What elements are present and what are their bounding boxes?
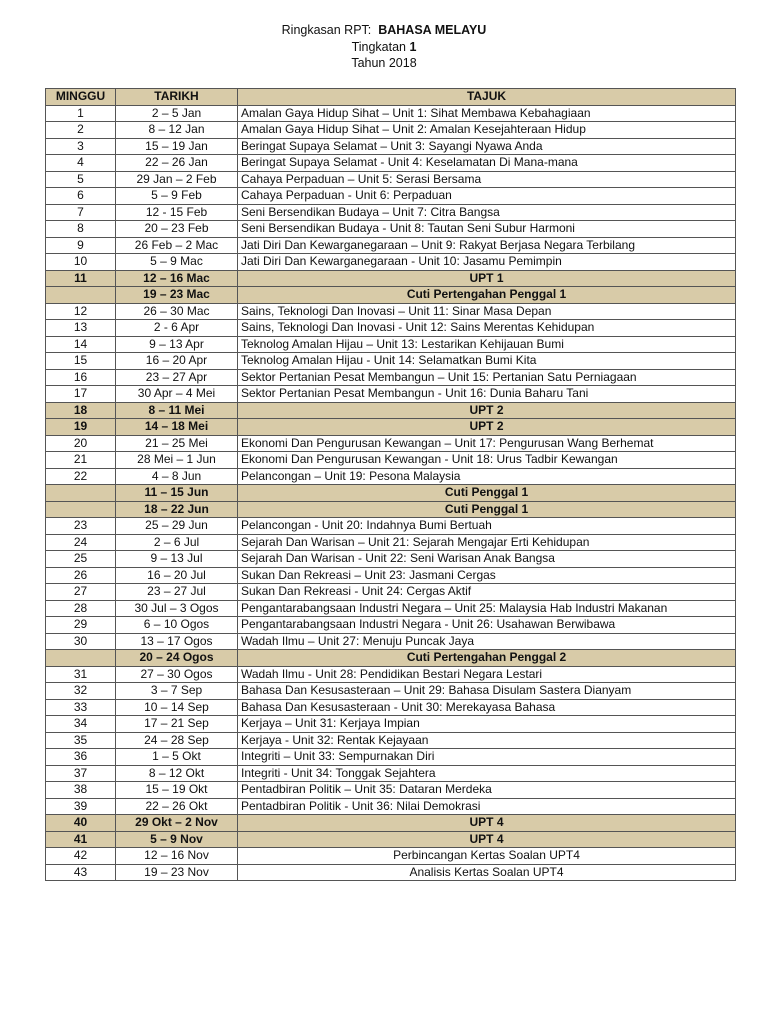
table-row [46,666,736,683]
header-line-3: Tahun 2018 [351,56,417,70]
cell-minggu: 10 [46,254,116,271]
cell-tajuk: Bahasa Dan Kesusasteraan - Unit 30: Merekayasa Bahasa [238,699,736,716]
header-level: 1 [409,39,417,54]
cell-minggu [46,485,116,502]
cell-minggu [46,287,116,304]
column-header-minggu: MINGGU [46,89,116,106]
cell-minggu: 38 [46,782,116,799]
cell-tajuk: Wadah Ilmu - Unit 28: Pendidikan Bestari Negara Lestari [238,666,736,683]
table-row [46,782,736,799]
cell-tarikh: 12 – 16 Nov [116,848,238,865]
table-row [46,551,736,568]
cell-tajuk: Pelancongan – Unit 19: Pesona Malaysia [238,468,736,485]
cell-tarikh: 12 – 16 Mac [116,270,238,287]
column-header-tarikh: TARIKH [116,89,238,106]
cell-minggu: 8 [46,221,116,238]
cell-minggu: 1 [46,105,116,122]
cell-tarikh: 29 Okt – 2 Nov [116,815,238,832]
table-row [46,650,736,667]
cell-tajuk: Teknolog Amalan Hijau – Unit 13: Lestarikan Kehijauan Bumi [238,336,736,353]
cell-tarikh: 2 – 5 Jan [116,105,238,122]
cell-minggu: 27 [46,584,116,601]
cell-tajuk: UPT 4 [238,831,736,848]
cell-tarikh: 29 Jan – 2 Feb [116,171,238,188]
cell-tarikh: 17 – 21 Sep [116,716,238,733]
header-level-prefix: Tingkatan [351,39,406,54]
cell-tarikh: 2 - 6 Apr [116,320,238,337]
cell-minggu: 34 [46,716,116,733]
cell-tajuk: Seni Bersendikan Budaya - Unit 8: Tautan Seni Subur Harmoni [238,221,736,238]
cell-minggu: 23 [46,518,116,535]
cell-minggu: 7 [46,204,116,221]
cell-tarikh: 18 – 22 Jun [116,501,238,518]
table-row [46,683,736,700]
cell-tarikh: 23 – 27 Jul [116,584,238,601]
cell-tajuk: Cuti Pertengahan Penggal 2 [238,650,736,667]
cell-minggu: 36 [46,749,116,766]
table-row [46,617,736,634]
cell-tarikh: 6 – 10 Ogos [116,617,238,634]
table-row [46,848,736,865]
table-row [46,468,736,485]
cell-tajuk: Jati Diri Dan Kewarganegaraan - Unit 10: Jasamu Pemimpin [238,254,736,271]
cell-minggu: 14 [46,336,116,353]
cell-tarikh: 8 – 11 Mei [116,402,238,419]
table-row [46,567,736,584]
cell-tajuk: Pelancongan - Unit 20: Indahnya Bumi Bertuah [238,518,736,535]
cell-minggu: 40 [46,815,116,832]
cell-tajuk: Cuti Penggal 1 [238,501,736,518]
table-row [46,501,736,518]
table-row [46,254,736,271]
cell-minggu: 35 [46,732,116,749]
cell-tajuk: Sejarah Dan Warisan - Unit 22: Seni Warisan Anak Bangsa [238,551,736,568]
cell-tajuk: Kerjaya - Unit 32: Rentak Kejayaan [238,732,736,749]
cell-minggu: 24 [46,534,116,551]
cell-tarikh: 21 – 25 Mei [116,435,238,452]
table-row [46,122,736,139]
table-row [46,798,736,815]
header-prefix: Ringkasan RPT: [281,23,372,37]
table-row [46,155,736,172]
table-row [46,815,736,832]
cell-minggu: 6 [46,188,116,205]
cell-tarikh: 14 – 18 Mei [116,419,238,436]
cell-tarikh: 30 Jul – 3 Ogos [116,600,238,617]
table-row [46,633,736,650]
cell-tajuk: Ekonomi Dan Pengurusan Kewangan - Unit 18: Urus Tadbir Kewangan [238,452,736,469]
cell-tajuk: Bahasa Dan Kesusasteraan – Unit 29: Bahasa Disulam Sastera Dianyam [238,683,736,700]
cell-tajuk: Cahaya Perpaduan - Unit 6: Perpaduan [238,188,736,205]
cell-minggu: 43 [46,864,116,881]
cell-minggu [46,650,116,667]
cell-minggu: 15 [46,353,116,370]
cell-minggu: 13 [46,320,116,337]
cell-minggu: 11 [46,270,116,287]
table-row [46,138,736,155]
column-header-tajuk: TAJUK [238,89,736,106]
header-line-2 [0,39,768,56]
cell-minggu [46,501,116,518]
cell-tajuk: Pentadbiran Politik - Unit 36: Nilai Demokrasi [238,798,736,815]
cell-minggu: 12 [46,303,116,320]
cell-minggu: 29 [46,617,116,634]
cell-tarikh: 16 – 20 Apr [116,353,238,370]
table-row [46,188,736,205]
cell-tarikh: 9 – 13 Apr [116,336,238,353]
cell-minggu: 22 [46,468,116,485]
cell-tarikh: 10 – 14 Sep [116,699,238,716]
cell-tarikh: 8 – 12 Okt [116,765,238,782]
cell-minggu: 20 [46,435,116,452]
cell-tajuk: Seni Bersendikan Budaya – Unit 7: Citra Bangsa [238,204,736,221]
cell-tarikh: 19 – 23 Mac [116,287,238,304]
table-row [46,237,736,254]
cell-tarikh: 2 – 6 Jul [116,534,238,551]
table-row [46,353,736,370]
cell-minggu: 25 [46,551,116,568]
cell-minggu: 5 [46,171,116,188]
table-row [46,204,736,221]
cell-tajuk: Beringat Supaya Selamat - Unit 4: Keselamatan Di Mana-mana [238,155,736,172]
cell-tajuk: Pengantarabangsaan Industri Negara - Unit 26: Usahawan Berwibawa [238,617,736,634]
cell-tajuk: Jati Diri Dan Kewarganegaraan – Unit 9: Rakyat Berjasa Negara Terbilang [238,237,736,254]
cell-tarikh: 1 – 5 Okt [116,749,238,766]
cell-tarikh: 5 – 9 Nov [116,831,238,848]
cell-tarikh: 4 – 8 Jun [116,468,238,485]
table-row [46,435,736,452]
cell-tajuk: UPT 1 [238,270,736,287]
cell-tajuk: Teknolog Amalan Hijau - Unit 14: Selamatkan Bumi Kita [238,353,736,370]
cell-tajuk: Kerjaya – Unit 31: Kerjaya Impian [238,716,736,733]
table-row [46,386,736,403]
cell-tajuk: Cahaya Perpaduan – Unit 5: Serasi Bersama [238,171,736,188]
cell-minggu: 26 [46,567,116,584]
cell-tarikh: 27 – 30 Ogos [116,666,238,683]
cell-tarikh: 16 – 20 Jul [116,567,238,584]
table-row [46,716,736,733]
cell-minggu: 33 [46,699,116,716]
cell-tajuk: UPT 4 [238,815,736,832]
cell-minggu: 39 [46,798,116,815]
schedule-table [45,88,736,881]
cell-minggu: 18 [46,402,116,419]
cell-tajuk: Sejarah Dan Warisan – Unit 21: Sejarah Mengajar Erti Kehidupan [238,534,736,551]
cell-tajuk: Integriti – Unit 33: Sempurnakan Diri [238,749,736,766]
cell-tarikh: 8 – 12 Jan [116,122,238,139]
table-row [46,765,736,782]
header-line-1 [0,22,768,39]
cell-tarikh: 20 – 24 Ogos [116,650,238,667]
cell-tajuk: Amalan Gaya Hidup Sihat – Unit 2: Amalan Kesejahteraan Hidup [238,122,736,139]
cell-minggu: 42 [46,848,116,865]
cell-minggu: 37 [46,765,116,782]
table-header-row [46,89,736,106]
cell-minggu: 19 [46,419,116,436]
cell-tajuk: UPT 2 [238,402,736,419]
table-row [46,485,736,502]
header-subject: BAHASA MELAYU [378,23,487,37]
table-row [46,402,736,419]
cell-tajuk: Sukan Dan Rekreasi - Unit 24: Cergas Aktif [238,584,736,601]
cell-tajuk: Sukan Dan Rekreasi – Unit 23: Jasmani Cergas [238,567,736,584]
cell-tarikh: 11 – 15 Jun [116,485,238,502]
cell-tajuk: UPT 2 [238,419,736,436]
cell-tarikh: 3 – 7 Sep [116,683,238,700]
cell-tarikh: 28 Mei – 1 Jun [116,452,238,469]
cell-tajuk: Cuti Penggal 1 [238,485,736,502]
cell-tajuk: Analisis Kertas Soalan UPT4 [238,864,736,881]
cell-tarikh: 9 – 13 Jul [116,551,238,568]
table-row [46,369,736,386]
table-row [46,864,736,881]
cell-minggu: 16 [46,369,116,386]
table-body [46,105,736,881]
cell-tarikh: 15 – 19 Okt [116,782,238,799]
cell-tarikh: 26 – 30 Mac [116,303,238,320]
table-row [46,600,736,617]
cell-minggu: 32 [46,683,116,700]
table-row [46,518,736,535]
table-row [46,303,736,320]
document-header [0,22,768,72]
cell-tarikh: 22 – 26 Okt [116,798,238,815]
cell-tajuk: Sains, Teknologi Dan Inovasi - Unit 12: Sains Merentas Kehidupan [238,320,736,337]
table-row [46,221,736,238]
cell-minggu: 2 [46,122,116,139]
cell-tarikh: 23 – 27 Apr [116,369,238,386]
cell-tajuk: Integriti - Unit 34: Tonggak Sejahtera [238,765,736,782]
cell-tajuk: Ekonomi Dan Pengurusan Kewangan – Unit 17: Pengurusan Wang Berhemat [238,435,736,452]
table-row [46,699,736,716]
table-row [46,171,736,188]
table-row [46,336,736,353]
cell-tarikh: 15 – 19 Jan [116,138,238,155]
cell-tajuk: Beringat Supaya Selamat – Unit 3: Sayangi Nyawa Anda [238,138,736,155]
cell-tajuk: Sektor Pertanian Pesat Membangun – Unit 15: Pertanian Satu Perniagaan [238,369,736,386]
cell-tarikh: 5 – 9 Feb [116,188,238,205]
cell-tajuk: Perbincangan Kertas Soalan UPT4 [238,848,736,865]
cell-tarikh: 20 – 23 Feb [116,221,238,238]
table-row [46,749,736,766]
cell-tajuk: Sains, Teknologi Dan Inovasi – Unit 11: Sinar Masa Depan [238,303,736,320]
cell-tarikh: 5 – 9 Mac [116,254,238,271]
table-row [46,419,736,436]
cell-tajuk: Wadah Ilmu – Unit 27: Menuju Puncak Jaya [238,633,736,650]
cell-tajuk: Sektor Pertanian Pesat Membangun - Unit 16: Dunia Baharu Tani [238,386,736,403]
cell-tarikh: 25 – 29 Jun [116,518,238,535]
cell-tarikh: 19 – 23 Nov [116,864,238,881]
cell-tarikh: 30 Apr – 4 Mei [116,386,238,403]
table-row [46,287,736,304]
cell-tarikh: 24 – 28 Sep [116,732,238,749]
table-row [46,534,736,551]
cell-tajuk: Amalan Gaya Hidup Sihat – Unit 1: Sihat Membawa Kebahagiaan [238,105,736,122]
table-row [46,584,736,601]
cell-minggu: 31 [46,666,116,683]
cell-minggu: 17 [46,386,116,403]
table-row [46,105,736,122]
cell-tarikh: 22 – 26 Jan [116,155,238,172]
cell-tarikh: 12 - 15 Feb [116,204,238,221]
table-row [46,270,736,287]
table-row [46,732,736,749]
table-row [46,452,736,469]
cell-minggu: 9 [46,237,116,254]
cell-minggu: 3 [46,138,116,155]
cell-tarikh: 26 Feb – 2 Mac [116,237,238,254]
table-row [46,831,736,848]
cell-tarikh: 13 – 17 Ogos [116,633,238,650]
cell-minggu: 4 [46,155,116,172]
cell-minggu: 30 [46,633,116,650]
cell-tajuk: Cuti Pertengahan Penggal 1 [238,287,736,304]
cell-minggu: 21 [46,452,116,469]
cell-minggu: 41 [46,831,116,848]
cell-tajuk: Pengantarabangsaan Industri Negara – Unit 25: Malaysia Hab Industri Makanan [238,600,736,617]
table-row [46,320,736,337]
cell-tajuk: Pentadbiran Politik – Unit 35: Dataran Merdeka [238,782,736,799]
cell-minggu: 28 [46,600,116,617]
